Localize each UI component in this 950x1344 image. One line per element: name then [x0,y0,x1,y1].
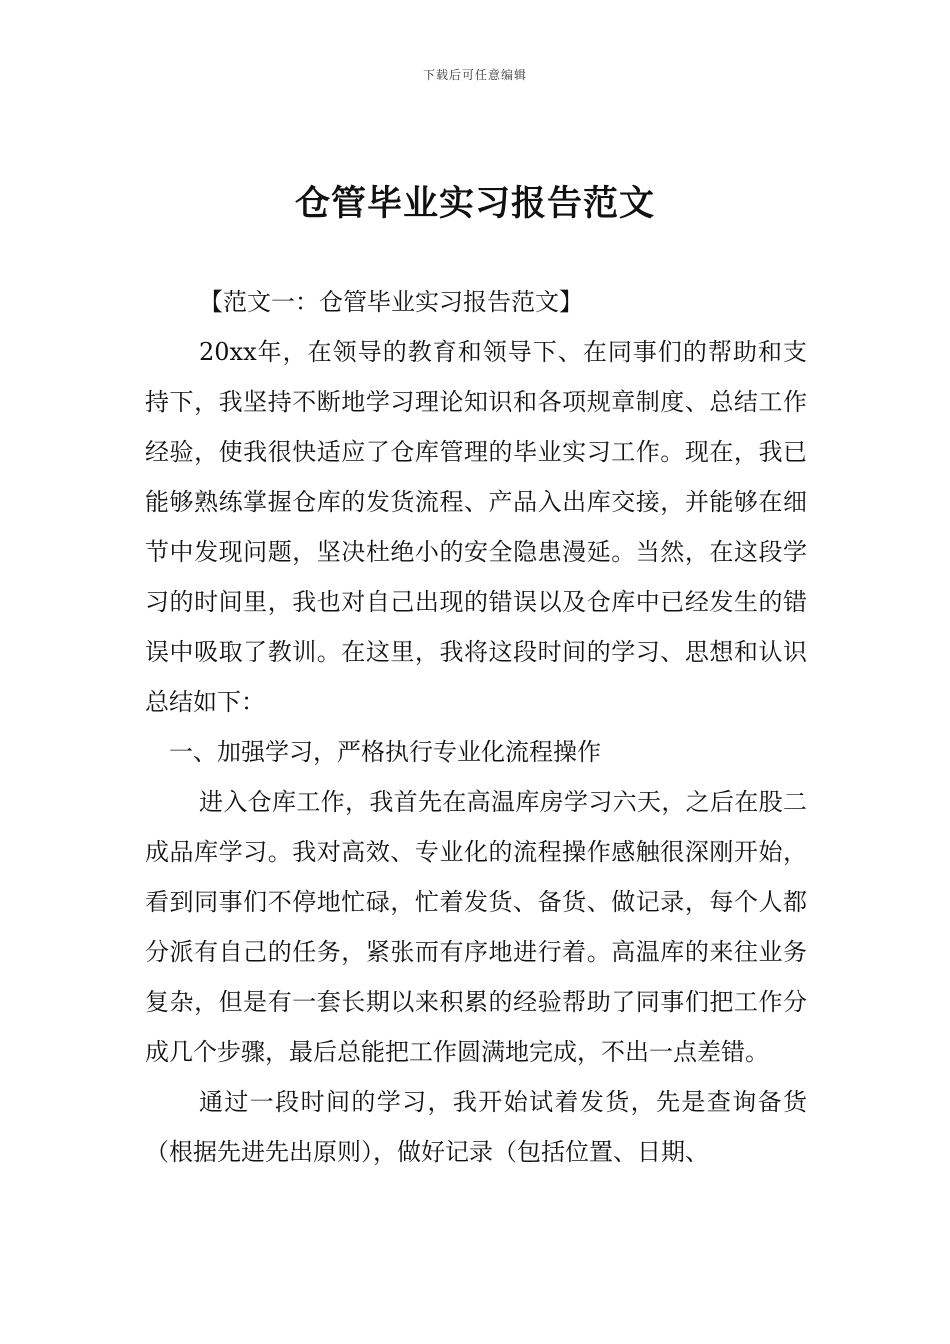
page-header-note: 下载后可任意编辑 [422,68,527,82]
subheading: 【范文一：仓管毕业实习报告范文】 [199,288,583,316]
document-title: 仓管毕业实习报告范文 [294,184,655,224]
paragraph-1: 20xx年，在领导的教育和领导下、在同事们的帮助和支持下，我坚持不断地学习理论知识和各项规章制度、总结工作经验，使我很快适应了仓库管理的毕业实习工作。现在，我已能够熟练掌握仓库的发货流程、产品入出库交接，并能够在细节中发现问题，坚决杜绝小的安全隐患漫延。当然，在这段学习的时间里，我也对自己出现的错误以及仓库中已经发生的错误中吸取了教训。在这里，我将这段时间的学习、思想和认识总结如下： [145,338,807,716]
paragraph-2: 进入仓库工作，我首先在高温库房学习六天，之后在股二成品库学习。我对高效、专业化的流程操作感触很深刚开始，看到同事们不停地忙碌，忙着发货、备货、做记录，每个人都分派有自己的任务，紧张而有序地进行着。高温库的来往业务复杂，但是有一套长期以来积累的经验帮助了同事们把工作分成几个步骤，最后总能把工作圆满地完成，不出一点差错。 [145,788,807,1066]
paragraph-3: 通过一段时间的学习，我开始试着发货，先是查询备货（根据先进先出原则），做好记录（包括位置、日期、 [145,1088,807,1166]
section-heading: 一、加强学习，严格执行专业化流程操作 [169,738,601,766]
document-body [145,277,807,1177]
